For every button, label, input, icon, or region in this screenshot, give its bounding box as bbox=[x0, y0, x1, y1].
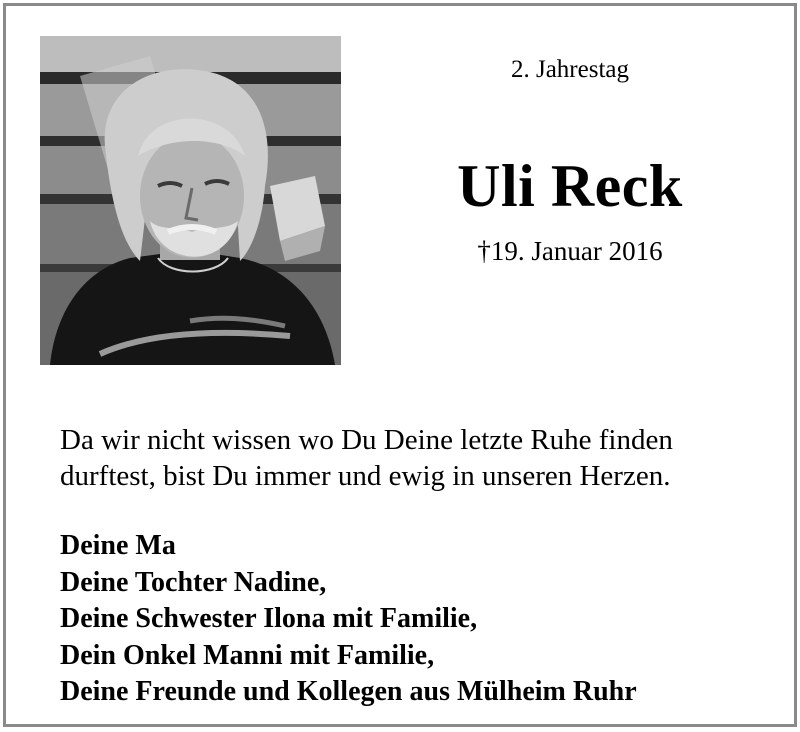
death-date: †19. Januar 2016 bbox=[477, 236, 663, 266]
quote-line: Da wir nicht wissen wo Du Deine letzte Ruhe finden bbox=[60, 424, 673, 456]
memorial-quote bbox=[60, 422, 780, 494]
mourner-line: Deine Tochter Nadine, bbox=[60, 566, 327, 598]
quote-line: durftest, bist Du immer und ewig in unseren Herzen. bbox=[60, 460, 671, 492]
mourner-line: Dein Onkel Manni mit Familie, bbox=[60, 639, 435, 671]
mourner-line: Deine Freunde und Kollegen aus Mülheim Ruhr bbox=[60, 676, 637, 707]
mourners-list bbox=[60, 528, 780, 711]
portrait-photo bbox=[40, 36, 341, 365]
mourner-line: Deine Schwester Ilona mit Familie, bbox=[60, 603, 478, 634]
deceased-name: Uli Reck bbox=[457, 153, 683, 219]
anniversary-label: 2. Jahrestag bbox=[510, 56, 630, 83]
mourner-line: Deine Ma bbox=[60, 530, 176, 561]
